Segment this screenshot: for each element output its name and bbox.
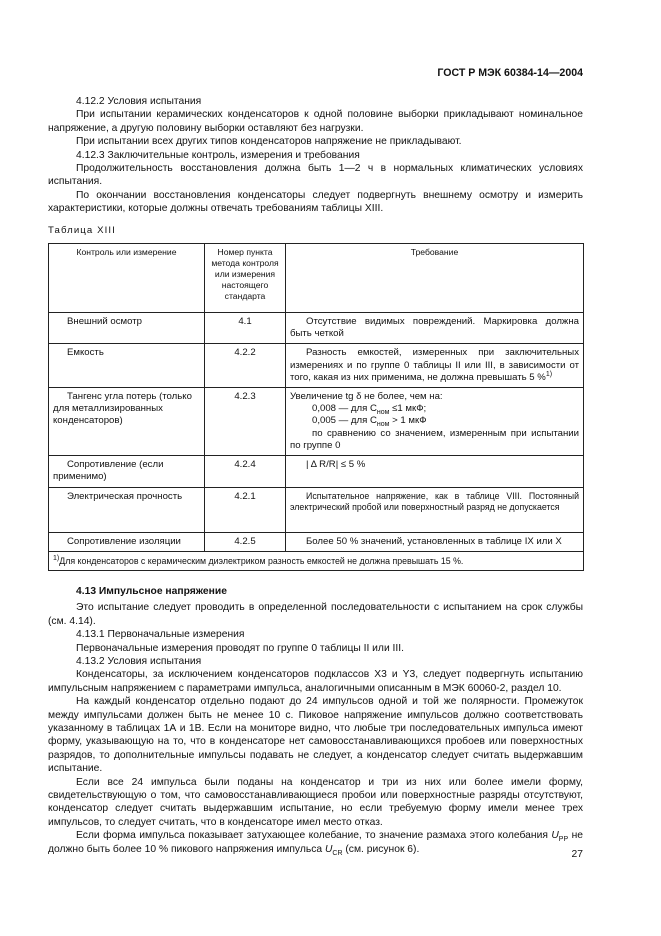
paragraph: Если все 24 импульса были поданы на конденсатор и три из них или более имели форму, свидетельствующую о том, что самовосстанавливающиеся пробои или поверхностные разряды отсутствуют, конденсатор следует считать выдержавшим испытание, но если требуемую форму имели менее трех импульсов, то следует считать, что в конденсаторе имел место отказ. — [48, 776, 583, 828]
table-row — [49, 313, 584, 344]
clause-heading-4-13-2: 4.13.2 Условия испытания — [76, 655, 202, 667]
paragraph: Продолжительность восстановления должна быть 1—2 ч в нормальных климатических условиях испытания. — [48, 163, 583, 188]
symbol: U — [551, 830, 559, 842]
table-header-row — [49, 244, 584, 313]
document-header: ГОСТ Р МЭК 60384-14—2004 — [437, 67, 583, 79]
subscript: ном — [376, 409, 390, 417]
row-name: Внешний осмотр — [49, 313, 205, 344]
requirement-line: по сравнению со значением, измеренным при испытании по группе 0 — [290, 427, 579, 451]
paragraph: При испытании керамических конденсаторов к одной половине выборки прикладывают номинальное напряжение, а другую половину выборки оставляют без нагрузки. — [48, 109, 583, 134]
footnote-text: Для конденсаторов с керамическим диэлектриком разность емкостей не должна превышать 15 %. — [59, 555, 464, 566]
header-control: Контроль или измерение — [49, 244, 205, 313]
row-requirement: Отсутствие видимых повреждений. Маркировка должна быть четкой — [286, 313, 584, 344]
subscript: CR — [332, 849, 343, 857]
row-clause: 4.2.5 — [205, 532, 286, 551]
row-name: Сопротивление (если применимо) — [49, 456, 205, 487]
row-requirement: Более 50 % значений, установленных в таблице IX или X — [286, 532, 584, 551]
row-requirement — [286, 344, 584, 388]
row-requirement: Испытательное напряжение, как в таблице VIII. Постоянный электрический пробой или поверхностный разряд не допускается — [286, 487, 584, 532]
row-clause: 4.2.3 — [205, 388, 286, 456]
section-title: 4.13 Импульсное напряжение — [76, 585, 227, 597]
requirement-text: 0,008 — для C — [312, 403, 377, 415]
table-footnote-row — [49, 551, 584, 570]
symbol: U — [324, 843, 333, 855]
table-row — [49, 532, 584, 551]
row-name: Электрическая прочность — [49, 487, 205, 532]
table-row — [49, 456, 584, 487]
page-content — [48, 95, 583, 856]
row-clause: 4.2.4 — [205, 456, 286, 487]
table-row — [49, 388, 584, 456]
row-clause: 4.2.1 — [205, 487, 286, 532]
table-title: Таблица XIII — [48, 224, 116, 236]
row-requirement — [286, 388, 584, 456]
paragraph-text: Если форма импульса показывает затухающее колебание, то значение размаха этого колебания — [76, 830, 552, 842]
row-name: Емкость — [49, 344, 205, 388]
paragraph: На каждый конденсатор отдельно подают до 24 импульсов одной и той же полярности. Промежуток между импульсами должен быть не менее 10 с. Пиковое напряжение импульсов должно соответствовать указанному в таблицах 1А и 1В. Если на мониторе видно, что любые три последовательных импульса имеют форму, указывающую на то, что в конденсаторе нет самовосстанавливающихся пробоев или поверхностных разрядов, то дополнительные импульсы подавать не следует, а конденсатор следует считать выдержавшим испытание. — [48, 696, 583, 775]
table-footnote — [49, 551, 584, 570]
header-requirement: Требование — [286, 244, 584, 313]
table-row — [49, 487, 584, 532]
paragraph: По окончании восстановления конденсаторы следует подвергнуть внешнему осмотру и измерить характеристики, которые должны отвечать требованиям таблицы XIII. — [48, 189, 583, 215]
row-clause: 4.1 — [205, 313, 286, 344]
requirement-text: Разность емкостей, измеренных при заключительных измерениях и по группе 0 таблицы II или III, в зависимости от того, какая из них применима, не должна превышать 5 % — [290, 347, 579, 383]
requirement-text: ≤1 мкФ; — [389, 403, 427, 415]
row-requirement: | Δ R/R| ≤ 5 % — [286, 456, 584, 487]
requirement-line — [290, 403, 579, 415]
row-clause: 4.2.2 — [205, 344, 286, 388]
paragraph — [48, 829, 583, 856]
paragraph: Конденсаторы, за исключением конденсаторов подклассов X3 и Y3, следует подвергнуть испытанию импульсным напряжением с параметрами импульса, аналогичными описанным в МЭК 60060-2, раздел 10. — [48, 669, 583, 694]
clause-heading-4-13-1: 4.13.1 Первоначальные измерения — [76, 629, 245, 641]
requirement-text: 0,005 — для C — [312, 415, 377, 427]
clause-heading-4-12-2: 4.12.2 Условия испытания — [76, 96, 202, 107]
requirement-text: > 1 мкФ — [389, 415, 427, 427]
row-name: Тангенс угла потерь (только для металлизированных конденсаторов) — [49, 388, 205, 456]
page-number: 27 — [571, 849, 583, 860]
clause-heading-4-12-3: 4.12.3 Заключительные контроль, измерения и требования — [76, 149, 360, 161]
paragraph: При испытании всех других типов конденсаторов напряжение не прикладывают. — [76, 136, 462, 148]
subscript: ном — [376, 421, 390, 429]
row-name: Сопротивление изоляции — [49, 532, 205, 551]
paragraph-text: не должно быть более 10 % пикового напряжения импульса — [48, 830, 584, 855]
table-row — [49, 344, 584, 388]
header-clause: Номер пункта метода контроля или измерения настоящего стандарта — [205, 244, 286, 313]
subscript: PP — [558, 836, 569, 844]
footnote-mark: 1) — [53, 554, 60, 562]
footnote-ref: 1) — [545, 370, 553, 378]
requirements-table — [48, 243, 584, 571]
paragraph: Это испытание следует проводить в определенной последовательности с испытанием на срок службы (см. 4.14). — [48, 602, 583, 627]
paragraph: Первоначальные измерения проводят по группе 0 таблицы II или III. — [76, 642, 404, 654]
requirement-line: Увеличение tg δ не более, чем на: — [290, 391, 443, 403]
paragraph-text: (см. рисунок 6). — [342, 843, 420, 855]
requirement-line — [290, 415, 579, 427]
